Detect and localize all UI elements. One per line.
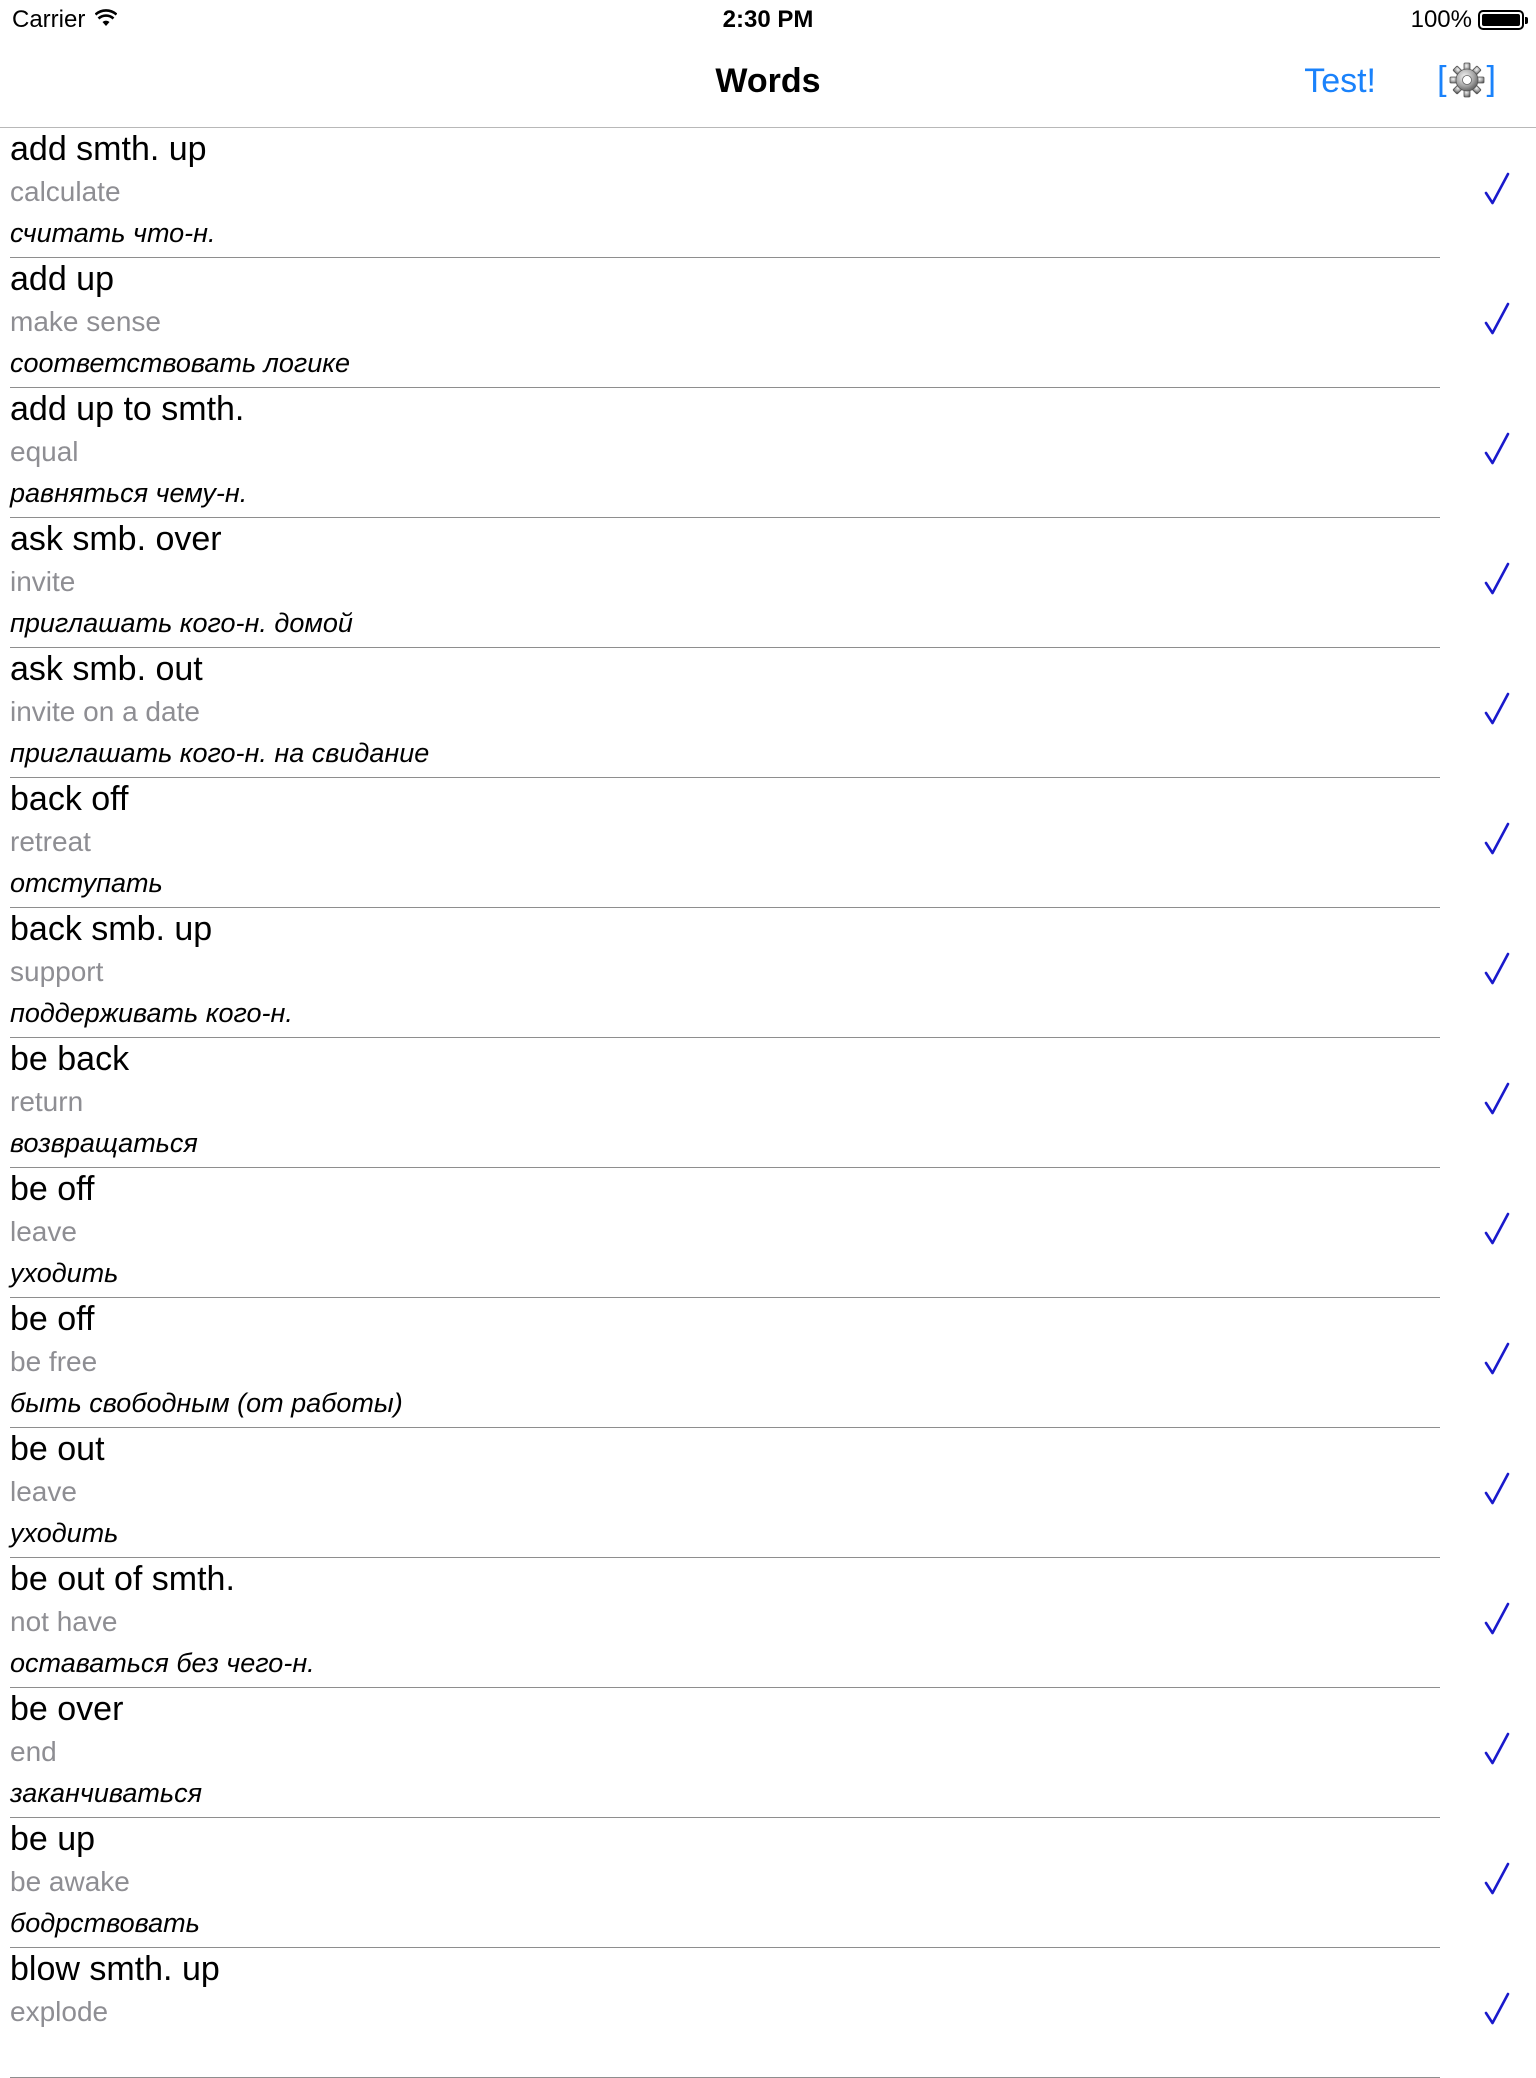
- word-translation: равняться чему-н.: [10, 478, 248, 508]
- word-term: blow smth. up: [10, 1950, 220, 1988]
- word-synonym: end: [10, 1736, 57, 1767]
- word-synonym: explode: [10, 1996, 109, 2027]
- word-translation: поддерживать кого-н.: [10, 998, 293, 1028]
- checkmark-icon[interactable]: [1484, 562, 1510, 596]
- checkmark-icon[interactable]: [1484, 1342, 1510, 1376]
- word-translation: приглашать кого-н. домой: [10, 608, 353, 638]
- word-row[interactable]: [0, 1558, 1536, 1688]
- battery-percentage: 100%: [1410, 6, 1472, 33]
- word-term: add smth. up: [10, 130, 207, 168]
- word-row[interactable]: [0, 1948, 1536, 2078]
- word-translation: уходить: [10, 1518, 119, 1548]
- word-synonym: retreat: [10, 826, 91, 857]
- word-row[interactable]: [0, 908, 1536, 1038]
- word-row[interactable]: [0, 1038, 1536, 1168]
- status-bar: [0, 0, 1536, 40]
- checkmark-icon[interactable]: [1484, 1082, 1510, 1116]
- word-translation: заканчиваться: [10, 1778, 203, 1808]
- battery-fill: [1482, 14, 1520, 26]
- word-term: add up to smth.: [10, 390, 245, 428]
- word-translation: уходить: [10, 1258, 119, 1288]
- word-term: be out: [10, 1430, 105, 1468]
- word-synonym: leave: [10, 1476, 77, 1507]
- word-term: ask smb. over: [10, 520, 222, 558]
- test-button[interactable]: Test!: [1304, 62, 1376, 100]
- word-synonym: equal: [10, 436, 79, 467]
- page-title: Words: [715, 62, 821, 100]
- word-synonym: invite: [10, 566, 76, 597]
- word-translation: приглашать кого-н. на свидание: [10, 738, 430, 768]
- word-row[interactable]: [0, 1298, 1536, 1428]
- word-term: ask smb. out: [10, 650, 203, 688]
- checkmark-icon[interactable]: [1484, 1602, 1510, 1636]
- battery-icon: [1478, 10, 1524, 30]
- word-term: be off: [10, 1300, 95, 1338]
- word-translation: бодрствовать: [10, 1908, 200, 1938]
- word-translation: быть свободным (от работы): [10, 1388, 403, 1418]
- checkmark-icon[interactable]: [1484, 1212, 1510, 1246]
- gear-icon: [1449, 62, 1485, 98]
- word-synonym: make sense: [10, 306, 161, 337]
- word-row[interactable]: [0, 1688, 1536, 1818]
- word-list: [0, 128, 1536, 2078]
- word-translation: соответствовать логике: [10, 348, 350, 378]
- word-row[interactable]: [0, 778, 1536, 908]
- navigation-bar: [0, 40, 1536, 128]
- word-synonym: not have: [10, 1606, 118, 1637]
- settings-button[interactable]: [1437, 60, 1496, 99]
- word-term: be over: [10, 1690, 124, 1728]
- word-synonym: invite on a date: [10, 696, 200, 727]
- word-translation: считать что-н.: [10, 218, 216, 248]
- checkmark-icon[interactable]: [1484, 1472, 1510, 1506]
- checkmark-icon[interactable]: [1484, 952, 1510, 986]
- word-translation: оставаться без чего-н.: [10, 1648, 315, 1678]
- word-row[interactable]: [0, 258, 1536, 388]
- word-term: add up: [10, 260, 114, 298]
- word-term: be back: [10, 1040, 130, 1078]
- checkmark-icon[interactable]: [1484, 822, 1510, 856]
- checkmark-icon[interactable]: [1484, 692, 1510, 726]
- word-synonym: return: [10, 1086, 84, 1117]
- checkmark-icon[interactable]: [1484, 302, 1510, 336]
- word-row[interactable]: [0, 388, 1536, 518]
- word-row[interactable]: [0, 1428, 1536, 1558]
- word-row[interactable]: [0, 128, 1536, 258]
- word-synonym: calculate: [10, 176, 121, 207]
- word-synonym: be free: [10, 1346, 98, 1377]
- word-row[interactable]: [0, 518, 1536, 648]
- status-time: 2:30 PM: [722, 6, 814, 33]
- word-translation: возвращаться: [10, 1128, 198, 1158]
- checkmark-icon[interactable]: [1484, 172, 1510, 206]
- word-row[interactable]: [0, 1168, 1536, 1298]
- settings-bracket-close: ]: [1486, 60, 1496, 98]
- word-synonym: support: [10, 956, 104, 987]
- word-synonym: leave: [10, 1216, 77, 1247]
- word-row[interactable]: [0, 1818, 1536, 1948]
- settings-bracket-open: [: [1437, 60, 1447, 98]
- checkmark-icon[interactable]: [1484, 1732, 1510, 1766]
- checkmark-icon[interactable]: [1484, 432, 1510, 466]
- checkmark-icon[interactable]: [1484, 1992, 1510, 2026]
- word-row[interactable]: [0, 648, 1536, 778]
- word-term: back off: [10, 780, 129, 818]
- carrier-label: Carrier: [12, 6, 86, 33]
- battery-group: [1411, 6, 1524, 34]
- word-synonym: be awake: [10, 1866, 130, 1897]
- word-translation: отступать: [10, 868, 163, 898]
- word-term: be off: [10, 1170, 95, 1208]
- checkmark-icon[interactable]: [1484, 1862, 1510, 1896]
- word-term: back smb. up: [10, 910, 213, 948]
- word-term: be up: [10, 1820, 96, 1858]
- word-term: be out of smth.: [10, 1560, 235, 1598]
